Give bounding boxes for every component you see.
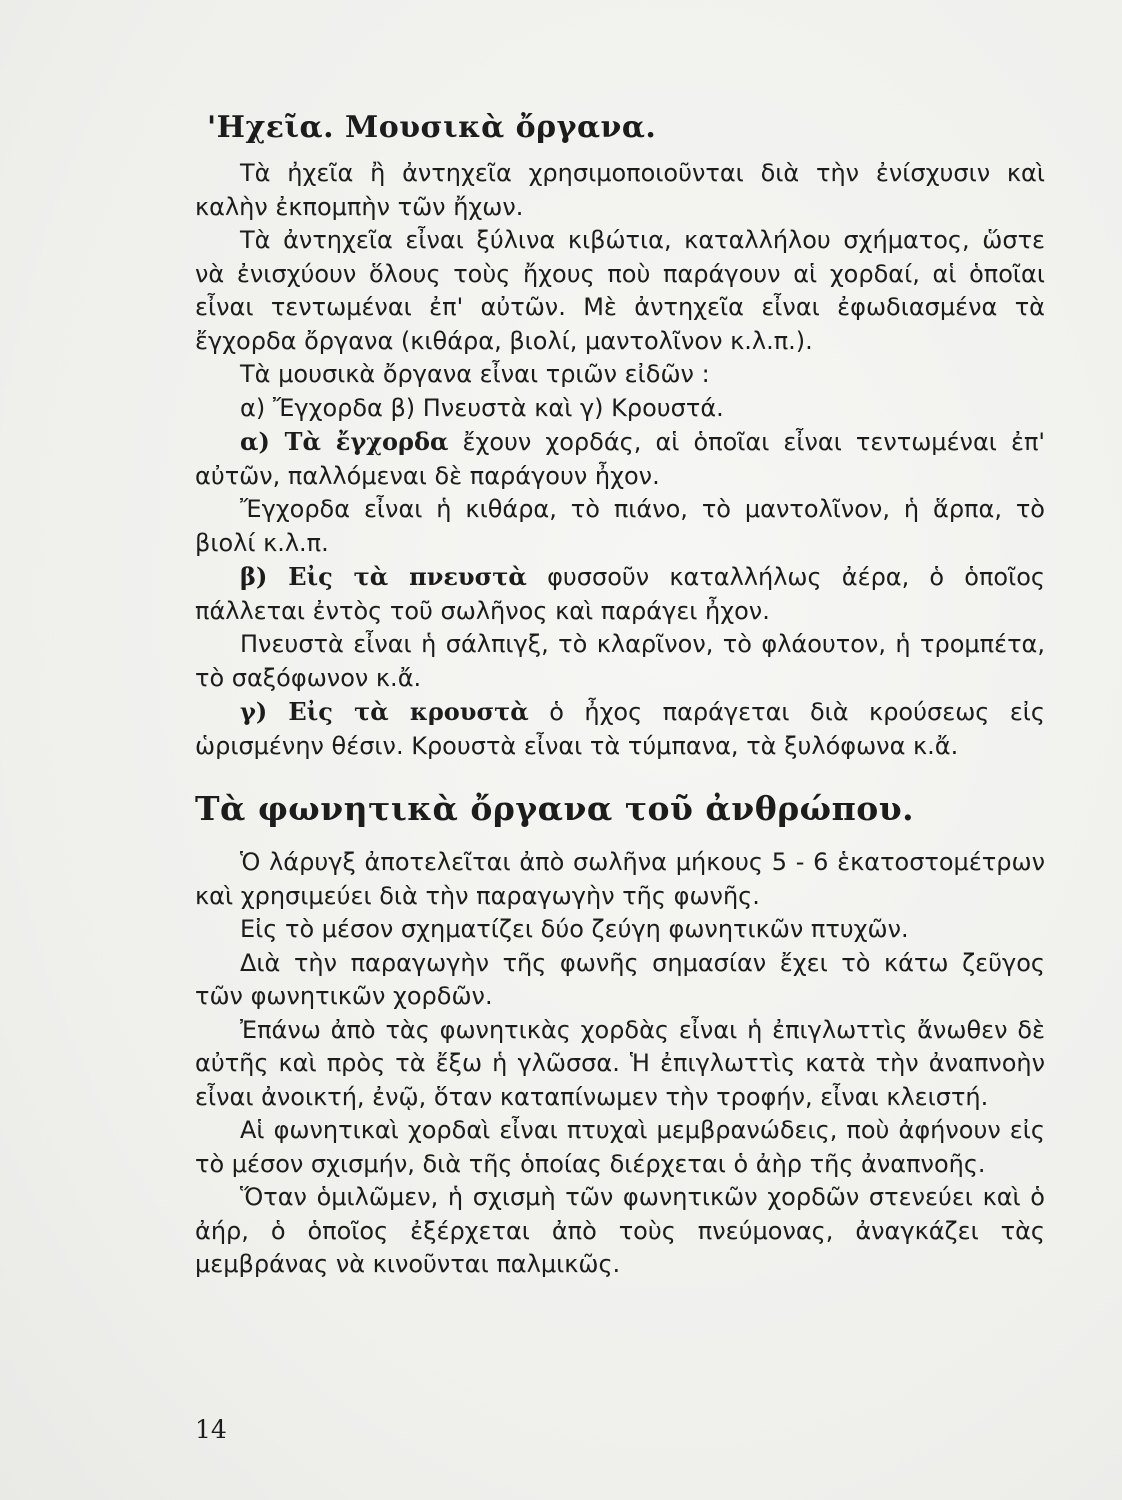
paragraph: Ὅταν ὁμιλῶμεν, ἡ σχισμὴ τῶν φωνητικῶν χορδῶν στενεύει καὶ ὁ ἀήρ, ὁ ὁποῖος ἐξέρχεται ἀπὸ τοὺς πνεύμονας, ἀναγκάζει τὰς μεμβράνας νὰ κινοῦνται παλμικῶς. [195,1183,1045,1278]
label-winds: β) Εἰς τὰ πνευστὰ [240,562,527,591]
paragraph: Αἱ φωνητικαὶ χορδαὶ εἶναι πτυχαὶ μεμβρανώδεις, ποὺ ἀφήνουν εἰς τὸ μέσον σχισμήν, διὰ τῆς ὁποίας διέρχεται ὁ ἀὴρ τῆς ἀναπνοῆς. [195,1116,1045,1178]
paragraph: α) Ἔγχορδα β) Πνευστὰ καὶ γ) Κρουστά. [240,393,724,422]
label-strings: α) Τὰ ἔγχορδα [240,427,449,456]
paragraph: Τὰ μουσικὰ ὄργανα εἶναι τριῶν εἰδῶν : [240,360,710,388]
paragraph: Πνευστὰ εἶναι ἡ σάλπιγξ, τὸ κλαρῖνον, τὸ φλάουτον, ἡ τρομπέτα, τὸ σαξόφωνον κ.ἄ. [195,630,1045,692]
paragraph-text: φυσσοῦν καταλλήλως ἀέρα, ὁ ὁποῖος πάλλεται ἐντὸς τοῦ σωλῆνος καὶ παράγει ἦχον. [195,563,1045,625]
paragraph-text: ὁ ἦχος παράγεται διὰ κρούσεως εἰς ὡρισμένην θέσιν. Κρουστὰ εἶναι τὰ τύμπανα, τὰ ξυλόφωνα κ.ἄ. [195,698,1045,760]
paragraph: Τὰ ἀντηχεῖα εἶναι ξύλινα κιβώτια, καταλλήλου σχήματος, ὥστε νὰ ἐνισχύουν ὅλους τοὺς ἤχους ποὺ παράγουν αἱ χορδαί, αἱ ὁποῖαι εἶναι τεντωμέναι ἐπ' αὐτῶν. Μὲ ἀντηχεῖα εἶναι ἐφωδιασμένα τὰ ἔγχορδα ὄργανα (κιθάρα, βιολί, μαντολῖνον κ.λ.π.). [195,226,1045,355]
paragraph: Ἔγχορδα εἶναι ἡ κιθάρα, τὸ πιάνο, τὸ μαντολῖνον, ἡ ἅρπα, τὸ βιολί κ.λ.π. [195,495,1045,557]
paragraph-winds [195,560,1045,628]
paragraph-strings [195,425,1045,493]
paragraph: Διὰ τὴν παραγωγὴν τῆς φωνῆς σημασίαν ἔχει τὸ κάτω ζεῦγος τῶν φωνητικῶν χορδῶν. [195,948,1045,1010]
label-percussion: γ) Εἰς τὰ κρουστὰ [240,697,529,726]
section-title-vocal-organs: Τὰ φωνητικὰ ὄργανα τοῦ ἀνθρώπου. [195,789,915,828]
paragraph-percussion [195,695,1045,763]
paragraph: Ἐπάνω ἀπὸ τὰς φωνητικὰς χορδὰς εἶναι ἡ ἐπιγλωττὶς ἄνωθεν δὲ αὐτῆς καὶ πρὸς τὰ ἔξω ἡ γλῶσσα. Ἡ ἐπιγλωττὶς κατὰ τὴν ἀναπνοὴν εἶναι ἀνοικτή, ἐνῷ, ὅταν καταπίνωμεν τὴν τροφήν, εἶναι κλειστή. [195,1015,1045,1111]
page-number: 14 [195,1415,227,1444]
paragraph-text: ἔχουν χορδάς, αἱ ὁποῖαι εἶναι τεντωμέναι ἐπ' αὐτῶν, παλλόμεναι δὲ παράγουν ἦχον. [195,428,1045,490]
page-content [195,110,1045,1282]
paragraph: Εἰς τὸ μέσον σχηματίζει δύο ζεύγη φωνητικῶν πτυχῶν. [240,915,909,943]
section-title-instruments: 'Ηχεῖα. Μουσικὰ ὄργανα. [207,110,657,145]
paragraph: Τὰ ἠχεῖα ἢ ἀντηχεῖα χρησιμοποιοῦνται διὰ τὴν ἐνίσχυσιν καὶ καλὴν ἐκπομπὴν τῶν ἤχων. [195,159,1045,221]
paragraph: Ὁ λάρυγξ ἀποτελεῖται ἀπὸ σωλῆνα μήκους 5 - 6 ἑκατοστομέτρων καὶ χρησιμεύει διὰ τὴν παραγωγὴν τῆς φωνῆς. [195,848,1045,910]
